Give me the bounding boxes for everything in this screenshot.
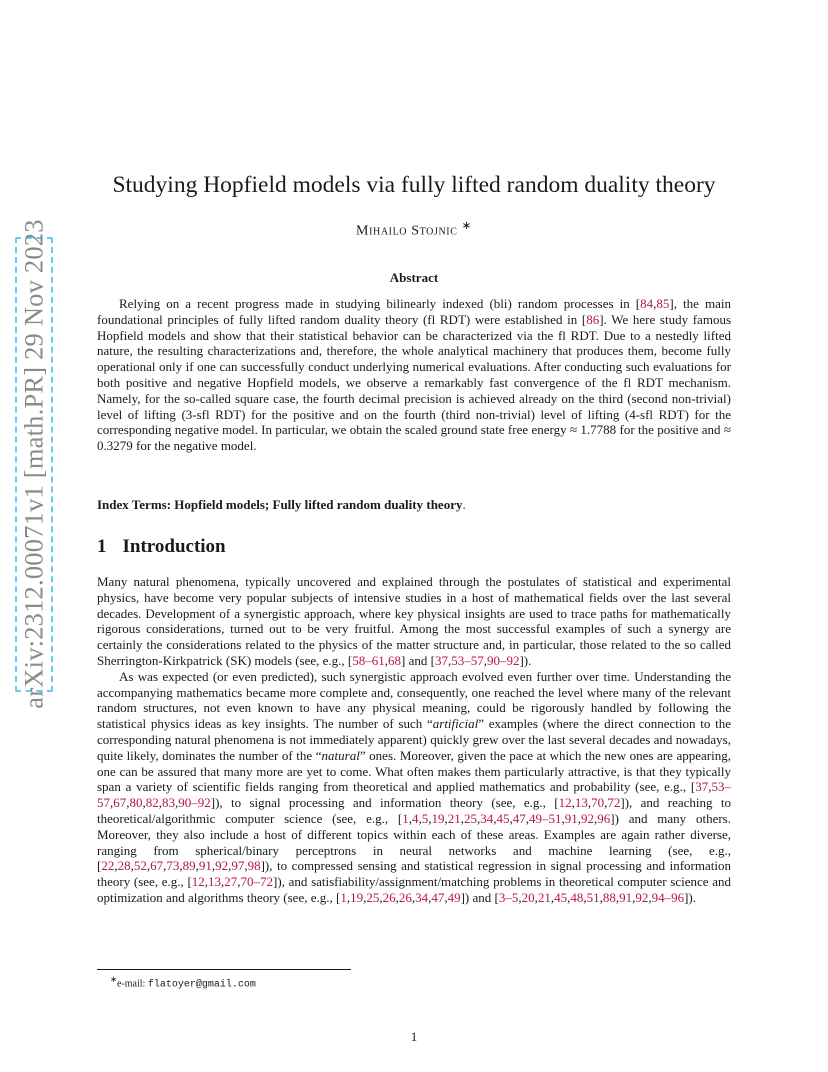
text-run: , — [493, 810, 497, 826]
citation-link[interactable]: 19 — [350, 889, 364, 905]
text-run: , — [428, 889, 432, 905]
text-run: , — [175, 795, 179, 811]
citation-link[interactable]: 49 — [447, 889, 461, 905]
citation-link[interactable]: 92 — [215, 858, 229, 874]
text-run: ]) and many others. Moreover, they also include a host of different topics within each of these areas. Examples are again rather diverse, ranging from spherical/binary perceptrons in neural networks and machine learning (see, e.g., [ — [97, 810, 731, 874]
text-run: , — [221, 874, 225, 890]
text-run: , — [525, 810, 530, 826]
citation-link[interactable]: 25 — [464, 810, 478, 826]
citation-link[interactable]: 88 — [602, 889, 616, 905]
citation-link[interactable]: 67 — [150, 858, 164, 874]
text-run: , — [615, 889, 620, 905]
emphasized-text: natural — [321, 747, 360, 763]
text-run: , — [653, 296, 657, 311]
text-run: , — [126, 795, 130, 811]
text-run: ]), and reaching to theoretical/algorithmic computer science (see, e.g., [ — [97, 795, 731, 826]
citation-link[interactable]: 1 — [402, 810, 409, 826]
citation-link[interactable]: 68 — [388, 652, 401, 668]
section-title: Introduction — [122, 536, 226, 557]
citation-link[interactable]: 58–61 — [352, 652, 385, 668]
text-run: , — [411, 889, 416, 905]
citation-link[interactable]: 82 — [145, 795, 159, 811]
text-run: , — [708, 779, 712, 795]
citation-link[interactable]: 37 — [434, 652, 448, 668]
citation-link[interactable]: 47 — [512, 810, 526, 826]
text-run: , — [195, 858, 199, 874]
citation-link[interactable]: 94–96 — [651, 889, 685, 905]
text-run: , — [447, 652, 452, 668]
citation-link[interactable]: 34 — [480, 810, 494, 826]
citation-link[interactable]: 90–92 — [486, 652, 520, 668]
citation-link[interactable]: 45 — [554, 889, 568, 905]
text-run: , — [534, 889, 538, 905]
citation-link[interactable]: 5 — [421, 810, 429, 826]
citation-link[interactable]: 86 — [586, 311, 600, 327]
text-run: ]). — [519, 652, 532, 668]
text-run: , — [561, 810, 565, 826]
footnote — [110, 974, 256, 990]
text-run: , — [599, 889, 603, 905]
text-run: , — [444, 889, 448, 905]
section-heading — [97, 536, 226, 558]
text-run: ], the main foundational principles of fully lifted random duality theory (fl RDT) were established in [ — [97, 296, 731, 327]
index-terms-label: Index Terms: Hopfield models; Fully lifted random duality theory — [97, 497, 463, 512]
citation-link[interactable]: 53–57 — [451, 652, 484, 668]
index-terms-suffix: . — [462, 497, 466, 512]
text-run: ” examples (where the direct connection to the corresponding natural phenomena is not immediately apparent) quickly grew over the last several decades and nowadays, quite likely, dominates the number of the “ — [97, 716, 731, 763]
abstract-heading: Abstract — [389, 270, 439, 285]
citation-link[interactable]: 85 — [656, 296, 670, 311]
text-run: , — [179, 858, 183, 874]
footnote-rule — [97, 969, 351, 970]
text-run: , — [346, 889, 351, 905]
text-run: ]), and satisfiability/assignment/matching problems in theoretical computer science and optimization and algorithms theory (see, e.g., [ — [97, 874, 731, 905]
text-run: , — [550, 889, 555, 905]
text-run: ]). — [684, 889, 697, 905]
page-number: 1 — [410, 1029, 418, 1044]
author-name: Mihailo Stojnic — [356, 223, 458, 239]
text-run: , — [587, 795, 592, 811]
citation-link[interactable]: 53–57 — [97, 779, 731, 811]
text-run: , — [142, 795, 146, 811]
citation-link[interactable]: 89 — [182, 858, 196, 874]
citation-link[interactable]: 20 — [521, 889, 535, 905]
citation-link[interactable]: 98 — [247, 858, 261, 874]
arxiv-identifier[interactable]: arXiv:2312.00071v1 [math.PR] 29 Nov 2023 — [18, 219, 49, 709]
citation-link[interactable]: 67 — [113, 795, 127, 811]
citation-link[interactable]: 3–5 — [498, 889, 519, 905]
citation-link[interactable]: 28 — [117, 858, 131, 874]
citation-link[interactable]: 21 — [537, 889, 551, 905]
citation-link[interactable]: 22 — [101, 858, 115, 874]
citation-link[interactable]: 25 — [366, 889, 380, 905]
text-run: , — [163, 858, 167, 874]
author-line — [0, 218, 828, 240]
text-run: , — [648, 889, 652, 905]
citation-link[interactable]: 84 — [640, 296, 654, 311]
text-run: , — [146, 858, 151, 874]
text-run: , — [632, 889, 636, 905]
citation-link[interactable]: 49–51 — [529, 810, 562, 826]
citation-link[interactable]: 19 — [431, 810, 445, 826]
text-run: , — [418, 810, 422, 826]
text-run: , — [395, 889, 399, 905]
citation-link[interactable]: 12 — [558, 795, 572, 811]
text-run: ] and [ — [401, 652, 435, 668]
paper-title: Studying Hopfield models via fully lifted random duality theory — [112, 172, 716, 198]
text-run: , — [384, 652, 388, 668]
citation-link[interactable]: 48 — [570, 889, 584, 905]
intro-paragraph-1 — [97, 574, 731, 669]
text-run: , — [204, 874, 209, 890]
text-run: , — [518, 889, 522, 905]
citation-link[interactable]: 97 — [231, 858, 245, 874]
citation-link[interactable]: 80 — [129, 795, 143, 811]
author-footnote-mark[interactable]: ∗ — [461, 219, 472, 232]
text-run: ” ones. Moreover, given the pace at which the new ones are appearing, one can be assured that many more are yet to come. What often makes them particularly attractive, is that they typically span a variety of scientific fields ranging from theoretical and applied mathematics and probability (see, e.g., [ — [97, 747, 731, 795]
text-run: , — [509, 810, 513, 826]
citation-link[interactable]: 27 — [224, 874, 238, 890]
citation-link[interactable]: 91 — [198, 858, 212, 874]
index-terms — [97, 497, 731, 513]
text-run: , — [237, 874, 241, 890]
text-run: , — [211, 858, 216, 874]
text-run: ]. We here study famous Hopfield models and show that their statistical behavior can be characterized via the fl RDT. Due to a nestedly lifted nature, the resulting characterizations and, therefore, the whole analytical machinery that produces them, become fully operational only if one can successfully conduct underlying numerical evaluations. After conducting such evaluations for both positive and negative Hopfield models, we observe a remarkably fast convergence of the fl RDT mechanism. Namely, for the so-called square case, the fourth decimal precision is achieved already on the third (second non-trivial) level of lifting (3-sfl RDT) for the positive and on the fourth (third non-trivial) level of lifting (4-sfl RDT) for the corresponding negative model. In particular, we obtain the scaled ground state free energy ≈ 1.7788 for the positive and ≈ 0.3279 for the negative model. — [97, 311, 731, 454]
citation-link[interactable]: 13 — [208, 874, 222, 890]
citation-link[interactable]: 47 — [431, 889, 445, 905]
text-run: , — [594, 810, 598, 826]
text-run: As was expected (or even predicted), such synergistic approach evolved even further over time. Understanding the accompanying mathematics became more complete and, consequently, one reached the level where many of the relevant random structures, not even known to have any physical meaning, could be rigorously handled by following the statistical physics ideas as key insights. The number of such “ — [97, 668, 731, 732]
text-run: , — [428, 810, 432, 826]
text-run: ]), to compressed sensing and statistical regression in signal processing and information theory (see, e.g., [ — [97, 858, 731, 890]
text-run: , — [604, 795, 608, 811]
citation-link[interactable]: 70 — [591, 795, 605, 811]
citation-link[interactable]: 37 — [695, 779, 709, 795]
footnote-label: e-mail: — [116, 978, 148, 990]
citation-link[interactable]: 51 — [586, 889, 600, 905]
text-run: , — [577, 810, 582, 826]
citation-link[interactable]: 34 — [415, 889, 429, 905]
citation-link[interactable]: 90–92 — [178, 795, 211, 811]
citation-link[interactable]: 91 — [564, 810, 578, 826]
text-run: , — [408, 810, 413, 826]
text-run: , — [483, 652, 487, 668]
citation-link[interactable]: 13 — [574, 795, 588, 811]
citation-link[interactable]: 91 — [619, 889, 633, 905]
text-run: ]) and [ — [460, 889, 499, 905]
citation-link[interactable]: 12 — [191, 874, 205, 890]
text-run: , — [379, 889, 383, 905]
citation-link[interactable]: 1 — [340, 889, 347, 905]
citation-link[interactable]: 26 — [382, 889, 396, 905]
citation-link[interactable]: 92 — [635, 889, 649, 905]
text-run: , — [460, 810, 465, 826]
text-run: , — [130, 858, 134, 874]
abstract-body — [97, 296, 731, 454]
text-run: , — [158, 795, 162, 811]
footnote-mark: ∗ — [110, 975, 117, 984]
text-run: , — [477, 810, 481, 826]
text-run: , — [567, 889, 571, 905]
introduction-body — [97, 574, 731, 906]
text-run: Relying on a recent progress made in studying bilinearly indexed (bli) random processes in [ — [119, 296, 641, 311]
citation-link[interactable]: 70–72 — [240, 874, 274, 890]
text-run: , — [110, 795, 114, 811]
citation-link[interactable]: 4 — [412, 810, 419, 826]
text-run: , — [114, 858, 118, 874]
section-number: 1 — [97, 536, 107, 557]
text-run: , — [363, 889, 367, 905]
emphasized-text: artificial — [432, 716, 479, 732]
citation-link[interactable]: 21 — [447, 810, 461, 826]
citation-link[interactable]: 73 — [166, 858, 180, 874]
citation-link[interactable]: 96 — [597, 810, 611, 826]
text-run: , — [583, 889, 587, 905]
citation-link[interactable]: 26 — [398, 889, 412, 905]
citation-link[interactable]: 83 — [162, 795, 175, 811]
text-run: ]), to signal processing and information theory (see, e.g., [ — [210, 795, 559, 811]
text-run: , — [571, 795, 575, 811]
citation-link[interactable]: 52 — [133, 858, 147, 874]
citation-link[interactable]: 72 — [607, 795, 621, 811]
footnote-email[interactable]: flatoyer@gmail.com — [147, 979, 256, 991]
citation-link[interactable]: 92 — [581, 810, 595, 826]
text-run: , — [244, 858, 248, 874]
text-run: , — [228, 858, 232, 874]
intro-paragraph-2 — [97, 669, 731, 906]
text-run: , — [444, 810, 448, 826]
text-run: Many natural phenomena, typically uncovered and explained through the postulates of statistical and experimental physics, have become very popular subjects of intensive studies in a host of mathematical fields over the last several decades. Development of a synergistic approach, where key physical insights are used to trace paths for mathematically rigorous considerations, turned out to be very fruitful. Among the most successful examples of such a synergy are certainly the considerations related to the physics of the matter structure and, in particular, those related to the so called Sherrington-Kirkpatrick (SK) models (see, e.g., [ — [97, 574, 731, 668]
citation-link[interactable]: 45 — [496, 810, 510, 826]
